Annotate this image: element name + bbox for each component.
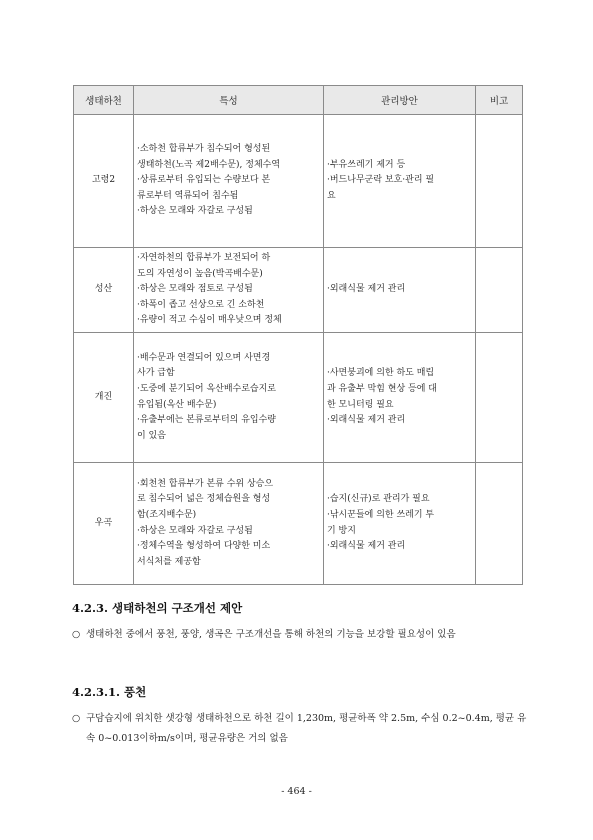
management-line: ·습지(신규)로 관리가 필요 bbox=[327, 494, 430, 505]
features-line: 류로부터 역류되어 침수됨 bbox=[137, 190, 239, 201]
management-line: ·사면붕괴에 의한 하도 매립 bbox=[327, 368, 435, 379]
table-row bbox=[74, 115, 523, 248]
subsection-heading: 4.2.3.1. 풍천 bbox=[72, 685, 147, 699]
section-paragraph bbox=[72, 625, 532, 645]
management-line: ·외래식물 제거 관리 bbox=[327, 415, 406, 426]
management-line: 요 bbox=[327, 190, 336, 201]
management-line: ·외래식물 제거 관리 bbox=[327, 541, 406, 552]
features-line: ·소하천 합류부가 침수되어 형성된 bbox=[137, 144, 271, 155]
table-row bbox=[74, 248, 523, 333]
features-line: ·배수문과 연결되어 있으며 사면경 bbox=[137, 352, 271, 363]
features-line: 서식처를 제공함 bbox=[137, 556, 201, 567]
stream-name: 고령2 bbox=[74, 115, 134, 248]
features-line: 로 침수되어 넓은 정체습원을 형성 bbox=[137, 494, 271, 505]
features-line: ·하상은 모래와 자갈로 구성됨 bbox=[137, 525, 253, 536]
paragraph-text: 구담습지에 위치한 샛강형 생태하천으로 하천 길이 1,230m, 평균하폭 약 2.5m, 수심 0.2~0.4m, 평균 유속 0~0.013이하m/s이며, 평균유량은 거의 없음 bbox=[86, 713, 527, 744]
features-line: ·상류로부터 유입되는 수량보다 본 bbox=[137, 175, 271, 186]
management-line: ·버드나무군락 보호·관리 필 bbox=[327, 175, 435, 186]
features-line: 이 있음 bbox=[137, 430, 166, 441]
stream-name: 개진 bbox=[74, 333, 134, 463]
features-line: ·자연하천의 합류부가 보전되어 하 bbox=[137, 253, 271, 264]
management-line: 한 모니터링 필요 bbox=[327, 399, 394, 410]
features-cell bbox=[134, 115, 324, 248]
management-cell bbox=[324, 463, 476, 585]
features-line: ·도중에 분기되어 옥산배수로습지로 bbox=[137, 383, 276, 394]
management-line: ·외래식물 제거 관리 bbox=[327, 284, 406, 295]
note-cell bbox=[476, 463, 523, 585]
features-line: ·하상은 모래와 점토로 구성됨 bbox=[137, 284, 253, 295]
subsection-paragraph bbox=[72, 709, 532, 749]
features-line: 함(조지배수문) bbox=[137, 509, 197, 520]
features-line: 생태하천(노곡 제2배수문), 정체수역 bbox=[137, 159, 281, 170]
paragraph-text: 생태하천 중에서 풍천, 풍양, 생곡은 구조개선을 통해 하천의 기능을 보강할 필요성이 있음 bbox=[86, 629, 456, 640]
circle-bullet-icon: ○ bbox=[72, 629, 81, 640]
features-line: 사가 급함 bbox=[137, 368, 175, 379]
note-cell bbox=[476, 333, 523, 463]
management-line: 기 방지 bbox=[327, 525, 356, 536]
features-line: 유입됨(옥산 배수문) bbox=[137, 399, 217, 410]
features-cell bbox=[134, 333, 324, 463]
stream-name: 성산 bbox=[74, 248, 134, 333]
management-line: 과 유출부 막힘 현상 등에 대 bbox=[327, 383, 437, 394]
management-cell bbox=[324, 248, 476, 333]
features-line: ·회천천 합류부가 본류 수위 상승으 bbox=[137, 478, 274, 489]
table-row bbox=[74, 463, 523, 585]
circle-bullet-icon: ○ bbox=[72, 713, 81, 724]
features-line: ·유출부에는 본류로부터의 유입수량 bbox=[137, 415, 276, 426]
features-cell bbox=[134, 463, 324, 585]
management-line: ·낚시꾼들에 의한 쓰레기 투 bbox=[327, 509, 435, 520]
header-features: 특성 bbox=[134, 86, 324, 115]
header-note: 비고 bbox=[476, 86, 523, 115]
features-line: ·하상은 모래와 자갈로 구성됨 bbox=[137, 206, 253, 217]
header-stream: 생태하천 bbox=[74, 86, 134, 115]
page-number: - 464 - bbox=[281, 786, 312, 797]
management-cell bbox=[324, 333, 476, 463]
header-management: 관리방안 bbox=[324, 86, 476, 115]
management-cell bbox=[324, 115, 476, 248]
stream-name: 우곡 bbox=[74, 463, 134, 585]
note-cell bbox=[476, 115, 523, 248]
features-line: 도의 자연성이 높음(박곡배수문) bbox=[137, 268, 263, 279]
note-cell bbox=[476, 248, 523, 333]
table-row bbox=[74, 333, 523, 463]
features-cell bbox=[134, 248, 324, 333]
ecological-stream-table bbox=[73, 85, 523, 585]
table-header-row bbox=[74, 86, 523, 115]
features-line: ·정체수역을 형성하여 다양한 미소 bbox=[137, 541, 271, 552]
features-line: ·유량이 적고 수심이 매우낮으며 정체 bbox=[137, 315, 282, 326]
section-heading: 4.2.3. 생태하천의 구조개선 제안 bbox=[72, 601, 243, 615]
features-line: ·하폭이 좁고 선상으로 긴 소하천 bbox=[137, 299, 265, 310]
management-line: ·부유쓰레기 제거 등 bbox=[327, 159, 406, 170]
